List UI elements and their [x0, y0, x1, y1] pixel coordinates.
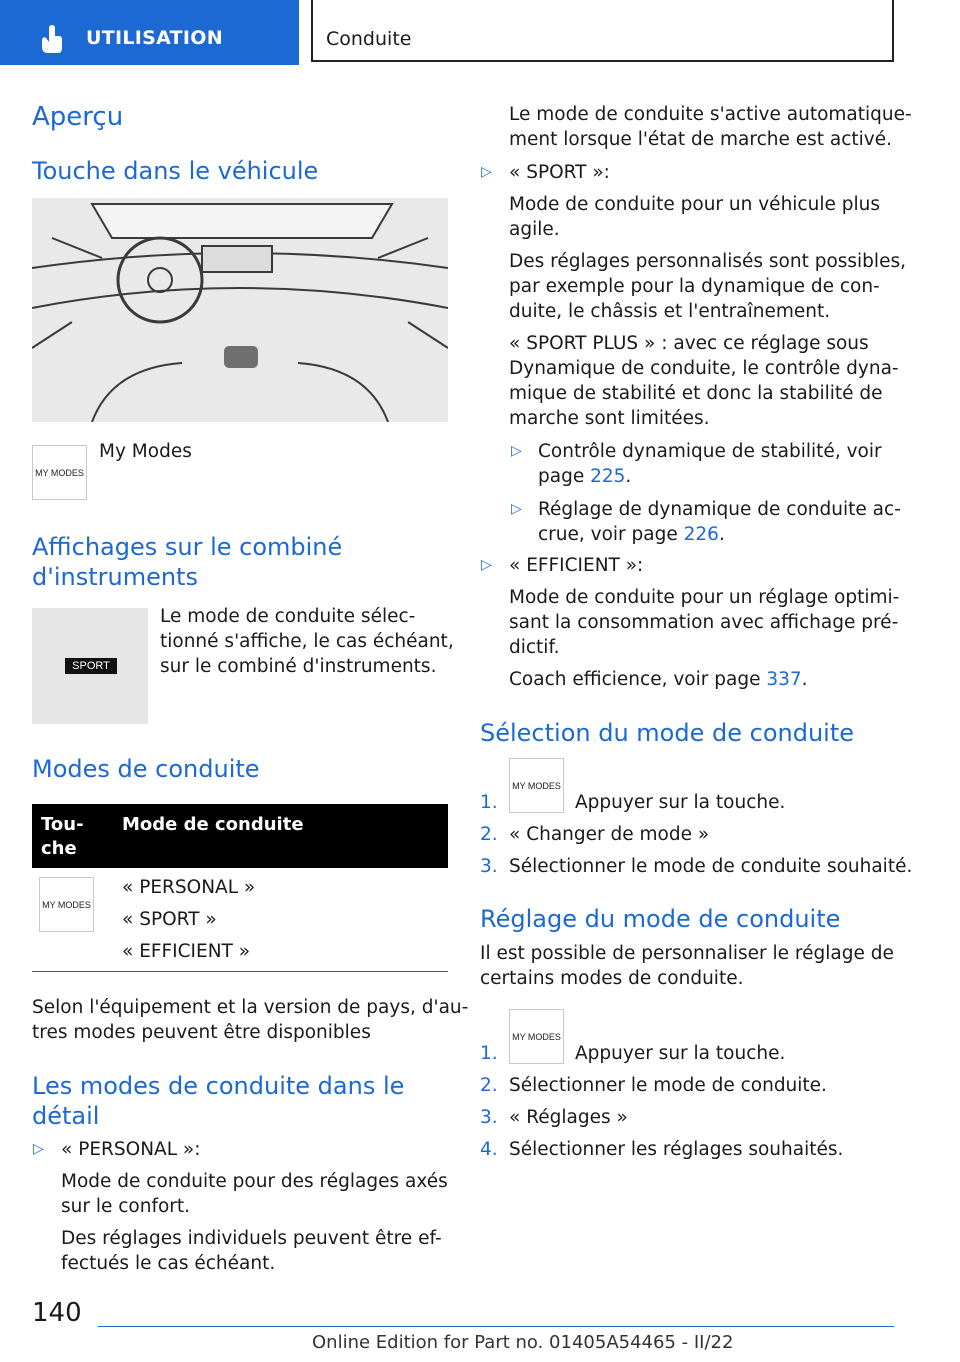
sel-button-label: MY MODES	[512, 780, 561, 791]
hand-pointer-icon	[34, 22, 68, 56]
page-number: 140	[32, 1298, 82, 1328]
table-row-sport: « SPORT »	[122, 909, 217, 930]
page-link-225[interactable]: 225	[590, 466, 626, 487]
sport-text-9: marche sont limitées.	[509, 408, 710, 429]
modes-table-header	[32, 804, 448, 868]
my-modes-caption: My Modes	[99, 441, 192, 462]
heading-reglage: Réglage du mode de conduite	[480, 905, 841, 933]
table-button-image	[39, 877, 94, 932]
reg-button-label: MY MODES	[512, 1031, 561, 1042]
personal-text-1: Mode de conduite pour des réglages axés	[61, 1171, 448, 1192]
selon-text-1: Selon l'équipement et la version de pays, d'au-	[32, 997, 469, 1018]
reg-button-image	[509, 1009, 564, 1064]
sel-step-1: Appuyer sur la touche.	[575, 792, 786, 813]
footer-edition: Online Edition for Part no. 01405A54465 - II/22	[312, 1332, 734, 1353]
dashboard-illustration	[32, 198, 448, 422]
table-row-efficient: « EFFICIENT »	[122, 941, 251, 962]
sport-text-1: Mode de conduite pour un véhicule plus	[509, 194, 880, 215]
button-image-label: MY MODES	[35, 467, 84, 478]
section-tab	[0, 0, 299, 65]
efficient-text-1: Mode de conduite pour un réglage optimi-	[509, 587, 900, 608]
heading-modes: Modes de conduite	[32, 755, 260, 783]
sport-title: « SPORT »:	[509, 162, 610, 183]
sub1-prefix: page	[538, 466, 591, 487]
sub2-prefix: crue, voir page	[538, 524, 684, 545]
step-number: 1.	[480, 1043, 498, 1064]
step-number: 2.	[480, 824, 498, 845]
col-touche-line1: Tou-	[41, 814, 84, 835]
table-row-personal: « PERSONAL »	[122, 877, 256, 898]
heading-detail-line1: Les modes de conduite dans le	[32, 1072, 405, 1100]
reg-step-4: Sélectionner les réglages souhaités.	[509, 1139, 844, 1160]
sub2-text-1: Réglage de dynamique de conduite ac-	[538, 499, 901, 520]
col-touche	[41, 813, 111, 861]
chapter-box	[311, 0, 894, 62]
section-label: UTILISATION	[86, 27, 223, 49]
sel-step-2: « Changer de mode »	[509, 824, 710, 845]
sport-text-4: par exemple pour la dynamique de con-	[509, 276, 880, 297]
personal-text-2: sur le confort.	[61, 1196, 191, 1217]
heading-detail-line2: détail	[32, 1102, 100, 1130]
sub2-text-2: crue, voir page 226.	[538, 524, 725, 545]
page-link-226[interactable]: 226	[683, 524, 719, 545]
sport-text-5: duite, le châssis et l'entraînement.	[509, 301, 831, 322]
sport-text-7: Dynamique de conduite, le contrôle dyna-	[509, 358, 899, 379]
table-button-label: MY MODES	[42, 899, 91, 910]
reg-step-2: Sélectionner le mode de conduite.	[509, 1075, 827, 1096]
selon-text-2: tres modes peuvent être disponibles	[32, 1022, 371, 1043]
efficient-text-4: Coach efficience, voir page 337.	[509, 669, 808, 690]
personal-text-3: Des réglages individuels peuvent être ef-	[61, 1228, 442, 1249]
reg-step-1: Appuyer sur la touche.	[575, 1043, 786, 1064]
affichage-text-2: tionné s'affiche, le cas échéant,	[160, 631, 454, 652]
eff-prefix: Coach efficience, voir page	[509, 669, 767, 690]
col-touche-line2: che	[41, 838, 77, 859]
heading-selection: Sélection du mode de conduite	[480, 719, 855, 747]
efficient-text-3: dictif.	[509, 637, 560, 658]
step-number: 1.	[480, 792, 498, 813]
footer-rule	[98, 1326, 894, 1327]
auto-text-2: ment lorsque l'état de marche est activé.	[509, 129, 893, 150]
efficient-title: « EFFICIENT »:	[509, 555, 644, 576]
dashboard-drawing	[32, 198, 448, 422]
step-number: 3.	[480, 1107, 498, 1128]
efficient-text-2: sant la consommation avec affichage pré-	[509, 612, 899, 633]
table-bottom-rule	[32, 971, 448, 972]
col-mode: Mode de conduite	[122, 814, 304, 835]
personal-title: « PERSONAL »:	[61, 1139, 201, 1160]
heading-affichages-line2: d'instruments	[32, 563, 198, 591]
page-link-337[interactable]: 337	[766, 669, 802, 690]
step-number: 2.	[480, 1075, 498, 1096]
sel-step-3: Sélectionner le mode de conduite souhaité.	[509, 856, 913, 877]
bullet-icon: ▷	[33, 1141, 44, 1157]
chapter-label: Conduite	[326, 28, 412, 50]
sport-text-8: mique de stabilité et donc la stabilité de	[509, 383, 883, 404]
step-number: 3.	[480, 856, 498, 877]
affichage-text-1: Le mode de conduite sélec-	[160, 606, 416, 627]
heading-apercu: Aperçu	[32, 102, 124, 132]
sub1-text-1: Contrôle dynamique de stabilité, voir	[538, 441, 882, 462]
heading-touche: Touche dans le véhicule	[32, 157, 319, 185]
my-modes-button-image	[32, 445, 87, 500]
sport-text-3: Des réglages personnalisés sont possibles,	[509, 251, 906, 272]
sport-badge: SPORT	[65, 658, 117, 674]
affichage-text-3: sur le combiné d'instruments.	[160, 656, 437, 677]
bullet-icon: ▷	[481, 164, 492, 180]
reglage-intro-2: certains modes de conduite.	[480, 968, 744, 989]
sub1-text-2: page 225.	[538, 466, 632, 487]
sel-button-image	[509, 758, 564, 813]
auto-text-1: Le mode de conduite s'active automatique-	[509, 104, 912, 125]
sub-bullet-icon: ▷	[511, 501, 522, 517]
heading-affichages-line1: Affichages sur le combiné	[32, 533, 343, 561]
sport-text-6: « SPORT PLUS » : avec ce réglage sous	[509, 333, 869, 354]
personal-text-4: fectués le cas échéant.	[61, 1253, 276, 1274]
reglage-intro-1: Il est possible de personnaliser le réglage de	[480, 943, 894, 964]
sport-text-2: agile.	[509, 219, 560, 240]
cluster-sport-image	[32, 608, 148, 724]
bullet-icon: ▷	[481, 557, 492, 573]
step-number: 4.	[480, 1139, 498, 1160]
sub-bullet-icon: ▷	[511, 443, 522, 459]
reg-step-3: « Réglages »	[509, 1107, 628, 1128]
